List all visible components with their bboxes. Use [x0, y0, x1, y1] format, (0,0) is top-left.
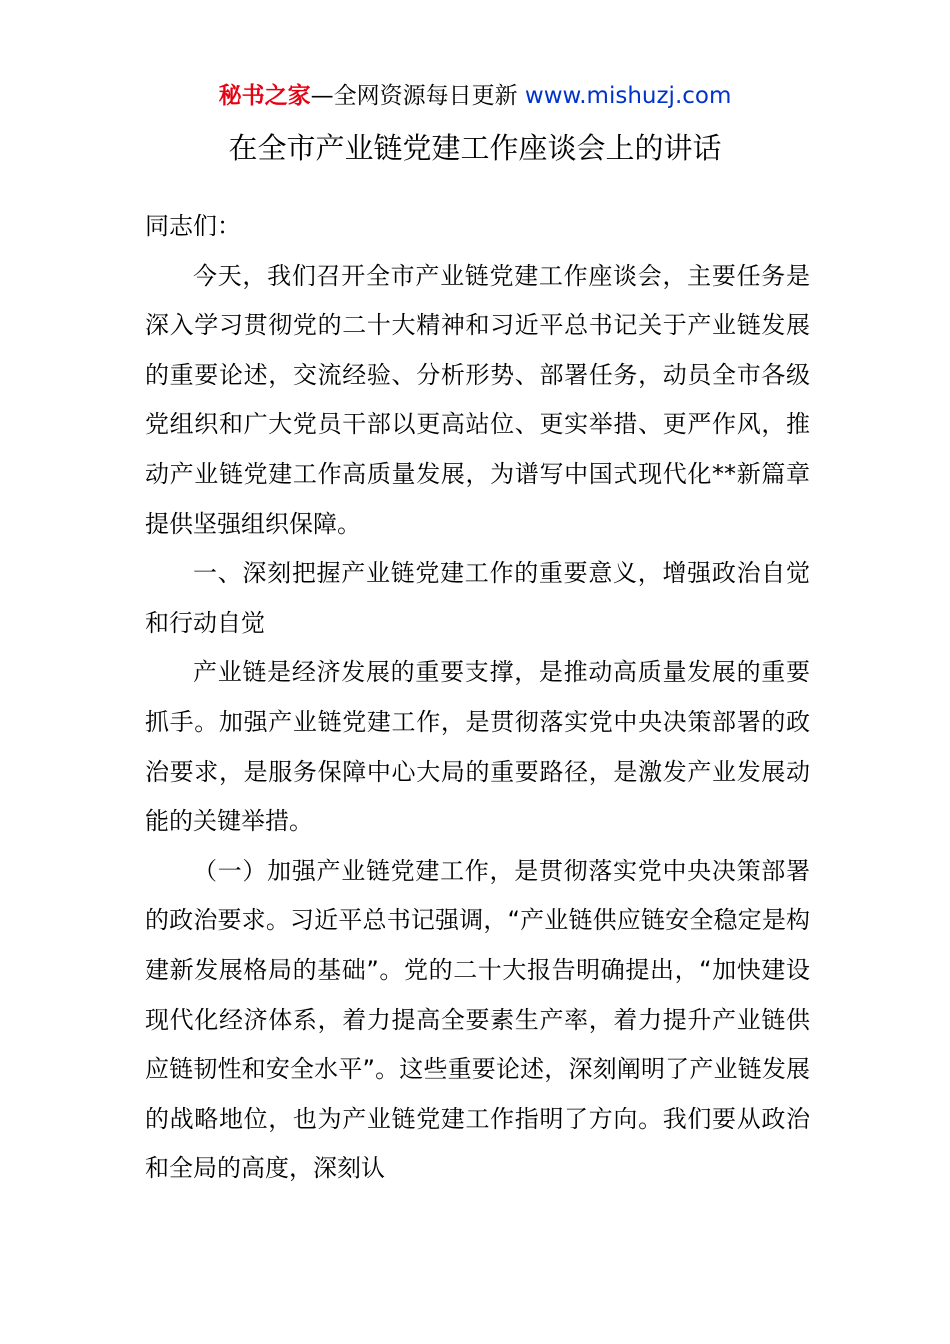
site-brand: 秘书之家 [218, 83, 311, 109]
paragraph-subsection-1: （一）加强产业链党建工作，是贯彻落实党中央决策部署的政治要求。习近平总书记强调，“产业链供应链安全稳定是构建新发展格局的基础”。党的二十大报告明确提出，“加快建设现代化经济体系，着力提高全要素生产率，着力提升产业链供应链韧性和安全水平”。这些重要论述，深刻阐明了产业链发展的战略地位，也为产业链党建工作指明了方向。我们要从政治和全局的高度，深刻认 [145, 856, 810, 1183]
document-body [145, 202, 810, 1194]
paragraph-intro: 今天，我们召开全市产业链党建工作座谈会，主要任务是深入学习贯彻党的二十大精神和习近平总书记关于产业链发展的重要论述，交流经验、分析形势、部署任务，动员全市各级党组织和广大党员干部以更高站位、更实举措、更严作风，推动产业链党建工作高质量发展，为谱写中国式现代化**新篇章提供坚强组织保障。 [145, 261, 810, 538]
site-header [0, 80, 950, 112]
site-slogan: —全网资源每日更新 [310, 83, 518, 109]
paragraph-section-1: 产业链是经济发展的重要支撑，是推动高质量发展的重要抓手。加强产业链党建工作，是贯彻落实党中央决策部署的政治要求，是服务保障中心大局的重要路径，是激发产业发展动能的关键举措。 [145, 658, 810, 836]
site-url-link[interactable]: www.mishuzj.com [524, 83, 732, 109]
section-heading-1: 一、深刻把握产业链党建工作的重要意义，增强政治自觉和行动自觉 [145, 559, 810, 637]
salutation: 同志们： [145, 212, 241, 240]
document-title: 在全市产业链党建工作座谈会上的讲话 [228, 131, 722, 165]
